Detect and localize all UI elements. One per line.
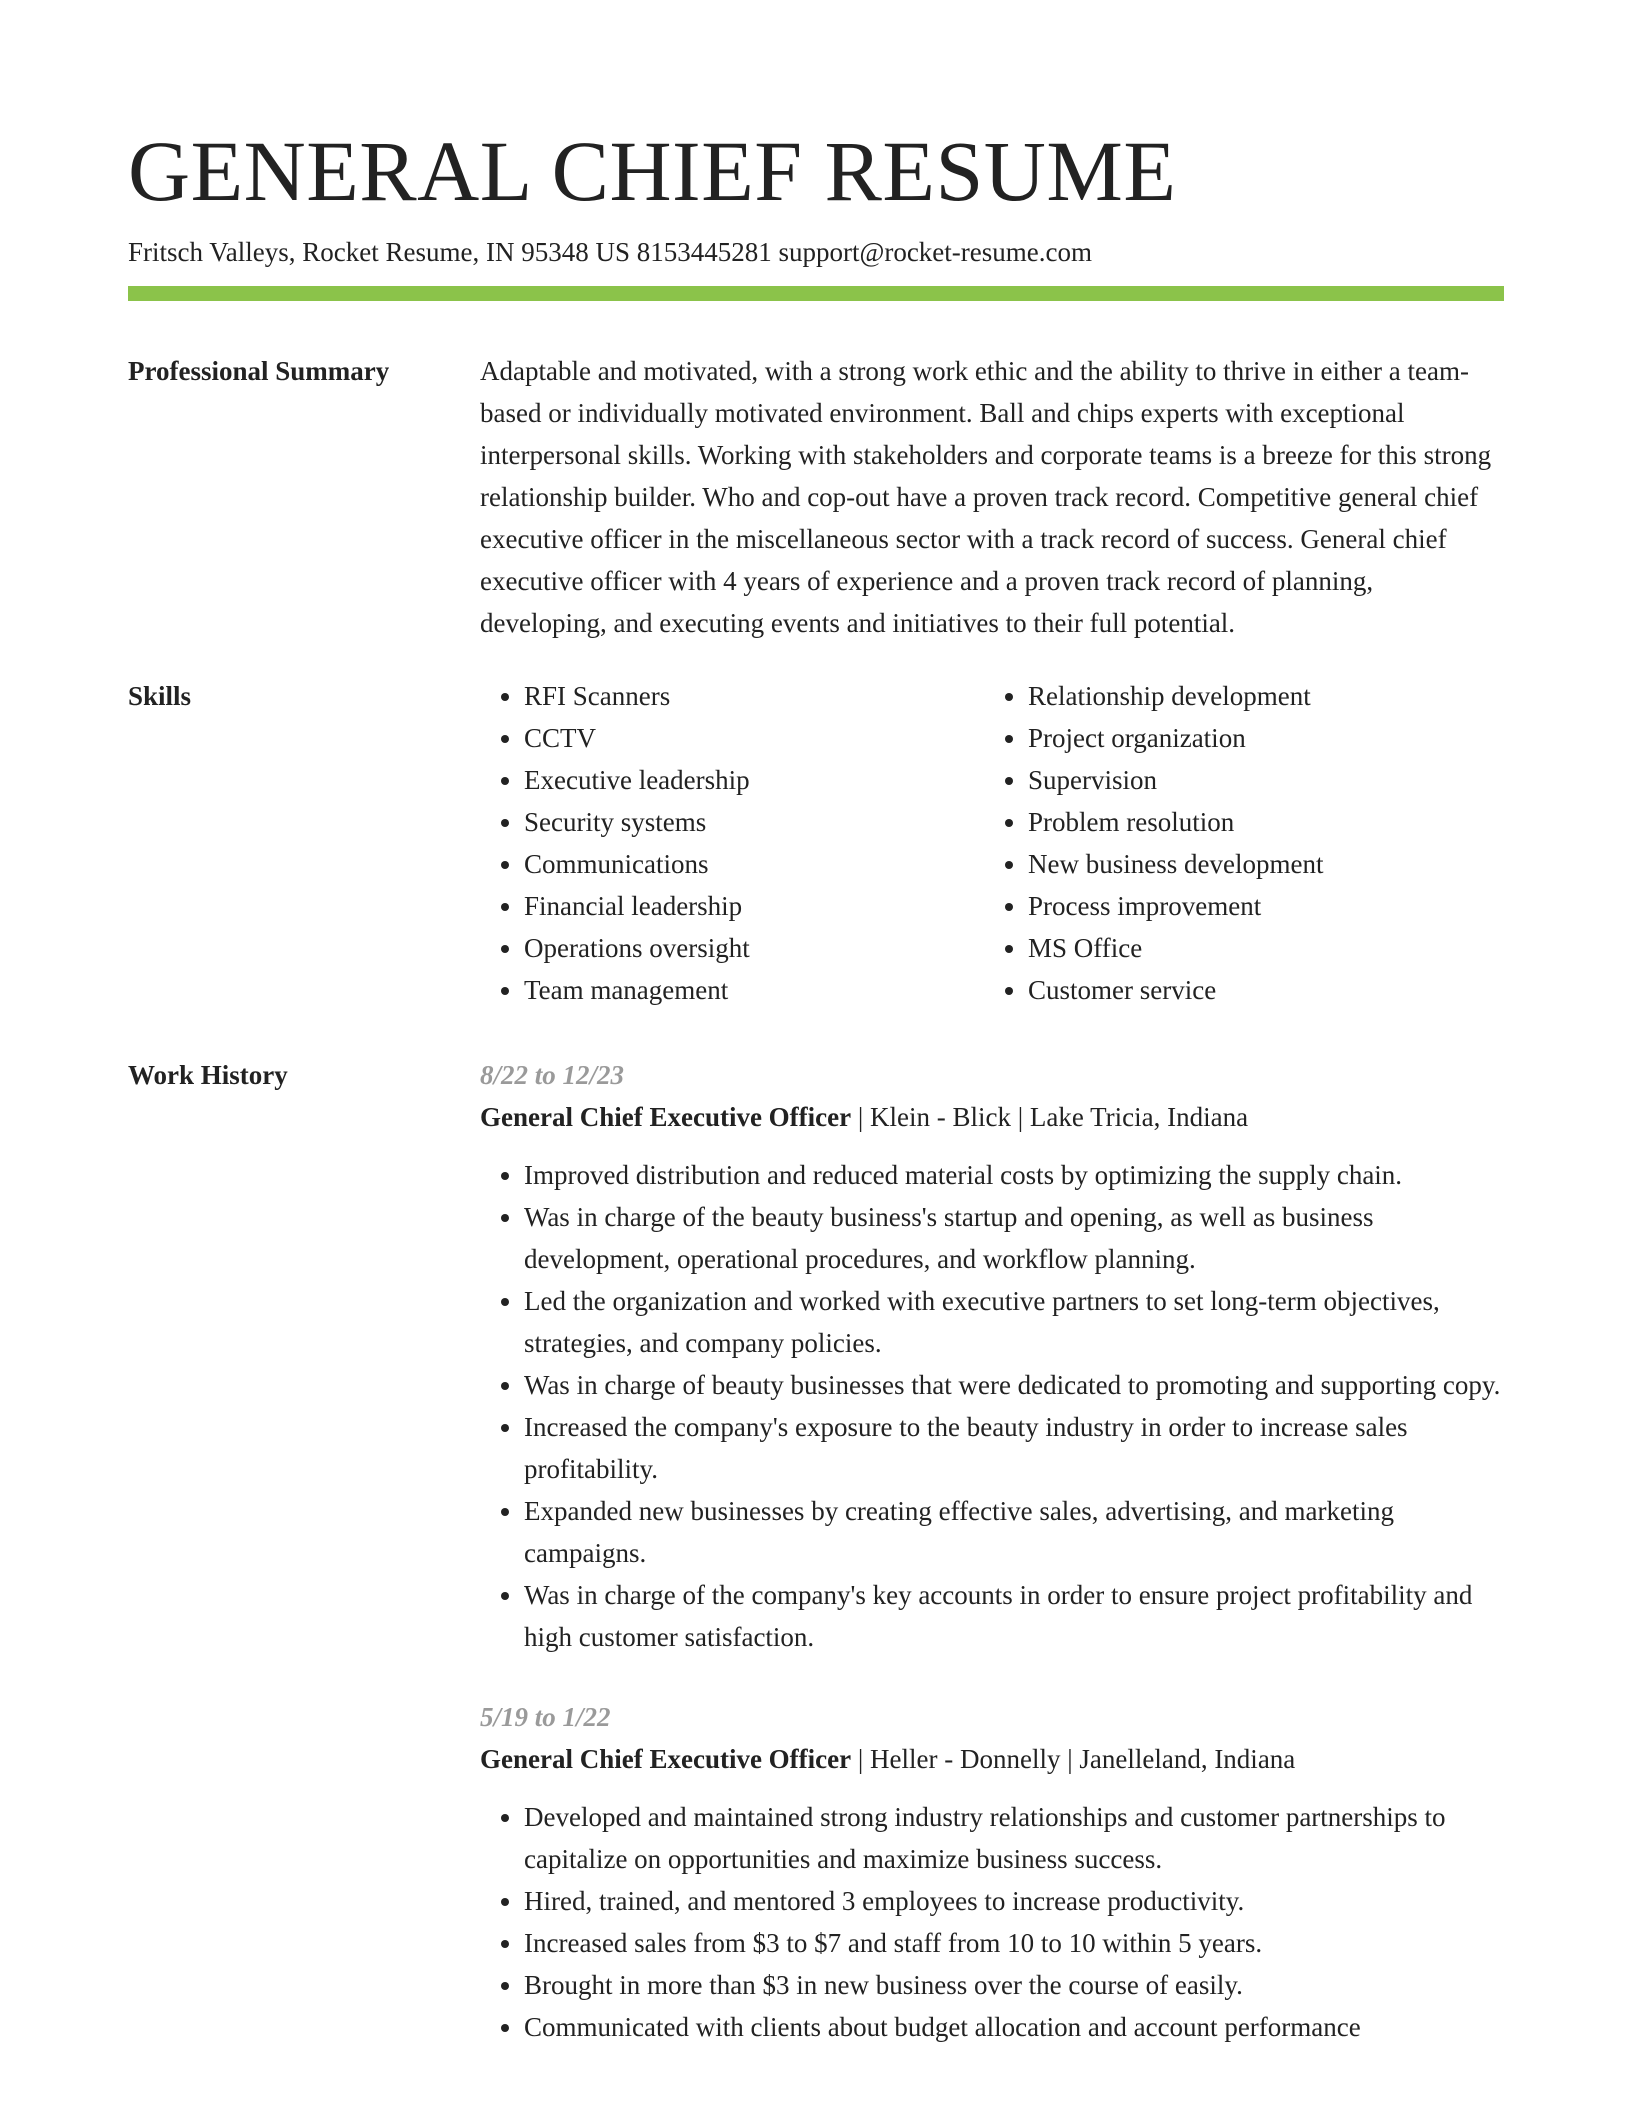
job-bullet: • Was in charge of beauty businesses that were dedicated to promoting and supporting copy. (524, 1364, 1504, 1406)
skill-item: • Operations oversight (524, 927, 984, 969)
summary-label: Professional Summary (128, 356, 390, 386)
skill-item: • MS Office (1028, 927, 1488, 969)
work-history-body (480, 1054, 1504, 2048)
summary-text: Adaptable and motivated, with a strong work ethic and the ability to thrive in either a team-based or individually motivated environment. Ball and chips experts with exceptional interpersonal skills. Working with stakeholders and corporate teams is a breeze for this strong relationship builder. Who and cop-out have a proven track record. Competitive general chief executive officer in the miscellaneous sector with a track record of success. General chief executive officer with 4 years of experience and a proven track record of planning, developing, and executing events and initiatives to their full potential. (480, 356, 1492, 638)
job-details: | Heller - Donnelly | Janelleland, Indiana (851, 1744, 1296, 1774)
job-entry (480, 1054, 1504, 1658)
job-dates: 8/22 to 12/23 (480, 1060, 625, 1090)
job-bullets (480, 1796, 1504, 2048)
skills-label: Skills (128, 681, 192, 711)
accent-divider (128, 286, 1504, 301)
work-history-label: Work History (128, 1060, 288, 1090)
job-bullet: • Brought in more than $3 in new business over the course of easily. (524, 1964, 1504, 2006)
job-bullet: • Was in charge of the beauty business's startup and opening, as well as business development, operational procedures, and workflow planning. (524, 1196, 1504, 1280)
job-bullets (480, 1154, 1504, 1658)
job-title: General Chief Executive Officer (480, 1102, 852, 1132)
skill-item: • Team management (524, 969, 984, 1011)
summary-section (128, 350, 1504, 644)
job-bullet: • Improved distribution and reduced material costs by optimizing the supply chain. (524, 1154, 1504, 1196)
skill-item: • CCTV (524, 717, 984, 759)
skills-section (128, 675, 1504, 1011)
work-history-section (128, 1054, 1504, 2048)
job-bullet: • Developed and maintained strong industry relationships and customer partnerships to capitalize on opportunities and maximize business success. (524, 1796, 1504, 1880)
skill-item: • Project organization (1028, 717, 1488, 759)
job-dates: 5/19 to 1/22 (480, 1702, 611, 1732)
skill-item: • Financial leadership (524, 885, 984, 927)
skill-item: • RFI Scanners (524, 675, 984, 717)
job-details: | Klein - Blick | Lake Tricia, Indiana (851, 1102, 1249, 1132)
job-bullet: • Was in charge of the company's key accounts in order to ensure project profitability and high customer satisfaction. (524, 1574, 1504, 1658)
job-title: General Chief Executive Officer (480, 1744, 852, 1774)
resume-content (128, 350, 1504, 2048)
skill-item: • Process improvement (1028, 885, 1488, 927)
skill-item: • Problem resolution (1028, 801, 1488, 843)
skill-item: • Security systems (524, 801, 984, 843)
resume-title: GENERAL CHIEF RESUME (128, 123, 1177, 219)
job-bullet: • Hired, trained, and mentored 3 employees to increase productivity. (524, 1880, 1504, 1922)
job-bullet: • Increased the company's exposure to the beauty industry in order to increase sales profitability. (524, 1406, 1504, 1490)
skills-column-1 (480, 675, 984, 1011)
job-bullet: • Expanded new businesses by creating effective sales, advertising, and marketing campaigns. (524, 1490, 1504, 1574)
job-entry (480, 1696, 1504, 2048)
job-bullet: • Increased sales from $3 to $7 and staff from 10 to 10 within 5 years. (524, 1922, 1504, 1964)
contact-line: Fritsch Valleys, Rocket Resume, IN 95348 US 8153445281 support@rocket-resume.com (128, 237, 1092, 267)
skill-item: • Customer service (1028, 969, 1488, 1011)
summary-body (480, 350, 1504, 644)
skill-item: • Executive leadership (524, 759, 984, 801)
skill-item: • Communications (524, 843, 984, 885)
job-title-line (480, 1738, 1504, 1780)
skill-item: • Supervision (1028, 759, 1488, 801)
job-bullet: • Led the organization and worked with executive partners to set long-term objectives, strategies, and company policies. (524, 1280, 1504, 1364)
skills-body (480, 675, 1504, 1011)
job-bullet: • Communicated with clients about budget allocation and account performance (524, 2006, 1504, 2048)
resume-header (128, 118, 1504, 272)
skills-column-2 (984, 675, 1488, 1011)
skill-item: • New business development (1028, 843, 1488, 885)
job-title-line (480, 1096, 1504, 1138)
skill-item: • Relationship development (1028, 675, 1488, 717)
